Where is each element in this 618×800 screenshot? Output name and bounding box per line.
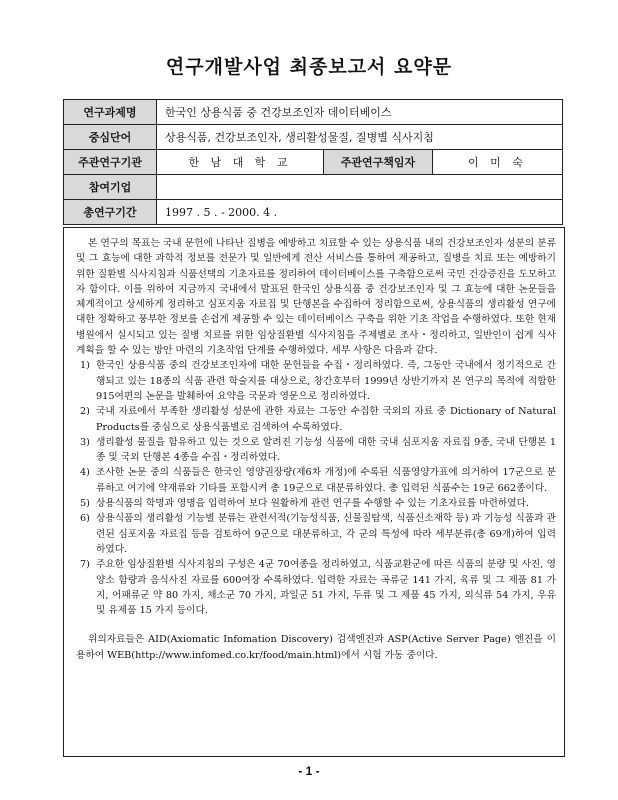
- item-number: 6): [80, 513, 90, 525]
- participating-label: 참여기업: [64, 175, 157, 200]
- list-item: [76, 511, 556, 557]
- item-number: 3): [80, 436, 90, 448]
- item-text: 주요한 임상질환별 식사지침의 구성은 4군 70여종을 정리하였고, 식품교환군에 따른 식품의 분량 및 사진, 영양소 함량과 음식사진 자료를 600여장 수록하였다. 입력한 자료는 곡류군 141 가지, 육류 및 그 제품 81 가지, 어패류군 약 80 가지, 채소군 70 가지, 과일군 51 가지, 두류 및 그 제품 45 가지, 외식류 54 가지, 우유 및 유제품 15 가지 등이다.: [96, 559, 556, 617]
- item-text: 한국인 상용식품 중의 건강보조인자에 대한 문헌들을 수집・정리하였다. 즉, 그동안 국내에서 정기적으로 간행되고 있는 18종의 식품 관련 학술지를 대상으로, 창간호부터 1999년 상반기까지 본 연구의 목적에 적합한 915여편의 논문을 발췌하여 요약을 국문과 영문으로 정리하였다.: [96, 360, 556, 402]
- period-value: 1997 . 5 . - 2000. 4 .: [157, 200, 563, 225]
- item-number: 2): [80, 406, 90, 418]
- item-text: 조사한 논문 중의 식품들은 한국인 영양권장량(제6차 개정)에 수록된 식품영양가표에 의거하여 17군으로 분류하고 여기에 약재류와 기타를 포함시켜 총 19군으로 대분류하였다. 총 입력된 식품수는 19군 662종이다.: [96, 467, 556, 494]
- period-row: [64, 200, 563, 225]
- item-number: 5): [80, 498, 90, 510]
- item-number: 4): [80, 467, 90, 479]
- list-item: [76, 465, 556, 496]
- period-label: 총연구기간: [64, 200, 157, 225]
- detail-list: [76, 358, 556, 618]
- participating-value: [157, 175, 563, 200]
- researcher-label: 주관연구책임자: [324, 150, 433, 175]
- institution-row: [64, 150, 563, 175]
- list-item: [76, 404, 556, 435]
- item-text: 국내 자료에서 부족한 생리활성 성분에 관한 자료는 그동안 수집한 국외의 자료 중 Dictionary of Natural Products를 중심으로 상용식품별로 검색하여 수록하였다.: [96, 406, 556, 433]
- project-value: 한국인 상용식품 중 건강보조인자 데이터베이스: [157, 100, 563, 125]
- keywords-label: 중심단어: [64, 125, 157, 150]
- institution-value: 한 남 대 학 교: [157, 150, 324, 175]
- page-title: 연구개발사업 최종보고서 요약문: [165, 56, 453, 78]
- summary-intro: 본 연구의 목표는 국내 문헌에 나타난 질병을 예방하고 치료할 수 있는 상용식품 내의 건강보조인자 성분의 분류 및 그 효능에 대한 과학적 정보를 전문가 및 일반에게 전산 서비스를 통하여 제공하고, 질병을 치료 또는 예방하기 위한 질환별 식사지침과 식품선택의 기초자료를 정리하여 데이터베이스를 구축함으로써 국민 건강증진을 도모하고자 함이다. 이를 위하여 지금까지 국내에서 발표된 한국인 상용식품 중 건강보조인자 및 그 효능에 대한 논문들을 체계적이고 상세하게 정리하고 심포지움 자료집 및 단행본을 수집하여 정리함으로써, 상용식품의 생리활성 연구에 대한 정확하고 풍부한 정보를 손쉽게 제공할 수 있는 데이터베이스 구축을 위한 기초 작업을 수행하였다. 또한 현재 병원에서 실시되고 있는 질병 치료를 위한 임상질환별 식사지침을 주제별로 조사・정리하고, 일반인이 쉽게 식사계획을 할 수 있는 방안 마련의 기초작업 단계를 수행하였다. 세부 사항은 다음과 같다.: [76, 238, 556, 357]
- summary-closing: 위의자료들은 AID(Axiomatic Infomation Discovery) 검색엔진과 ASP(Active Server Page) 엔진을 이용하여 WEB(http://www.infomed.co.kr/food/main.html)에서 시험 가동 중이다.: [76, 634, 556, 661]
- project-label: 연구과제명: [64, 100, 157, 125]
- item-number: 7): [80, 559, 90, 571]
- item-text: 생리활성 물질을 함유하고 있는 것으로 알려진 기능성 식품에 대한 국내 심포지움 자료집 9종, 국내 단행본 1종 및 국외 단행본 4종을 수집・정리하였다.: [96, 436, 556, 464]
- summary-box: [63, 227, 565, 757]
- keywords-value: 상용식품, 건강보조인자, 생리활성물질, 질병별 식사지침: [157, 125, 563, 150]
- list-item: [76, 557, 556, 618]
- item-number: 1): [80, 360, 90, 372]
- page-number: - 1 -: [298, 764, 320, 778]
- institution-label: 주관연구기관: [64, 150, 157, 175]
- item-text: 상용식품의 학명과 영명을 입력하여 보다 원활하게 관련 연구를 수행할 수 있는 기초자료를 마련하였다.: [96, 498, 530, 510]
- researcher-value: 이 미 숙: [433, 150, 563, 175]
- project-row: [64, 100, 563, 125]
- list-item: [76, 496, 556, 511]
- participating-row: [64, 175, 563, 200]
- list-item: [76, 358, 556, 404]
- keywords-row: [64, 125, 563, 150]
- list-item: [76, 435, 556, 466]
- item-text: 상용식품의 생리활성 기능별 분류는 관련서적(기능성식품, 신물질탐색, 식품신소재학 등) 과 기능성 식품과 관련된 심포지움 자료집 등을 검토하여 9군으로 대분류하고, 각 군의 특성에 따라 세부분류(총 69개)하여 입력하였다.: [96, 513, 556, 555]
- project-info-table: [63, 99, 563, 225]
